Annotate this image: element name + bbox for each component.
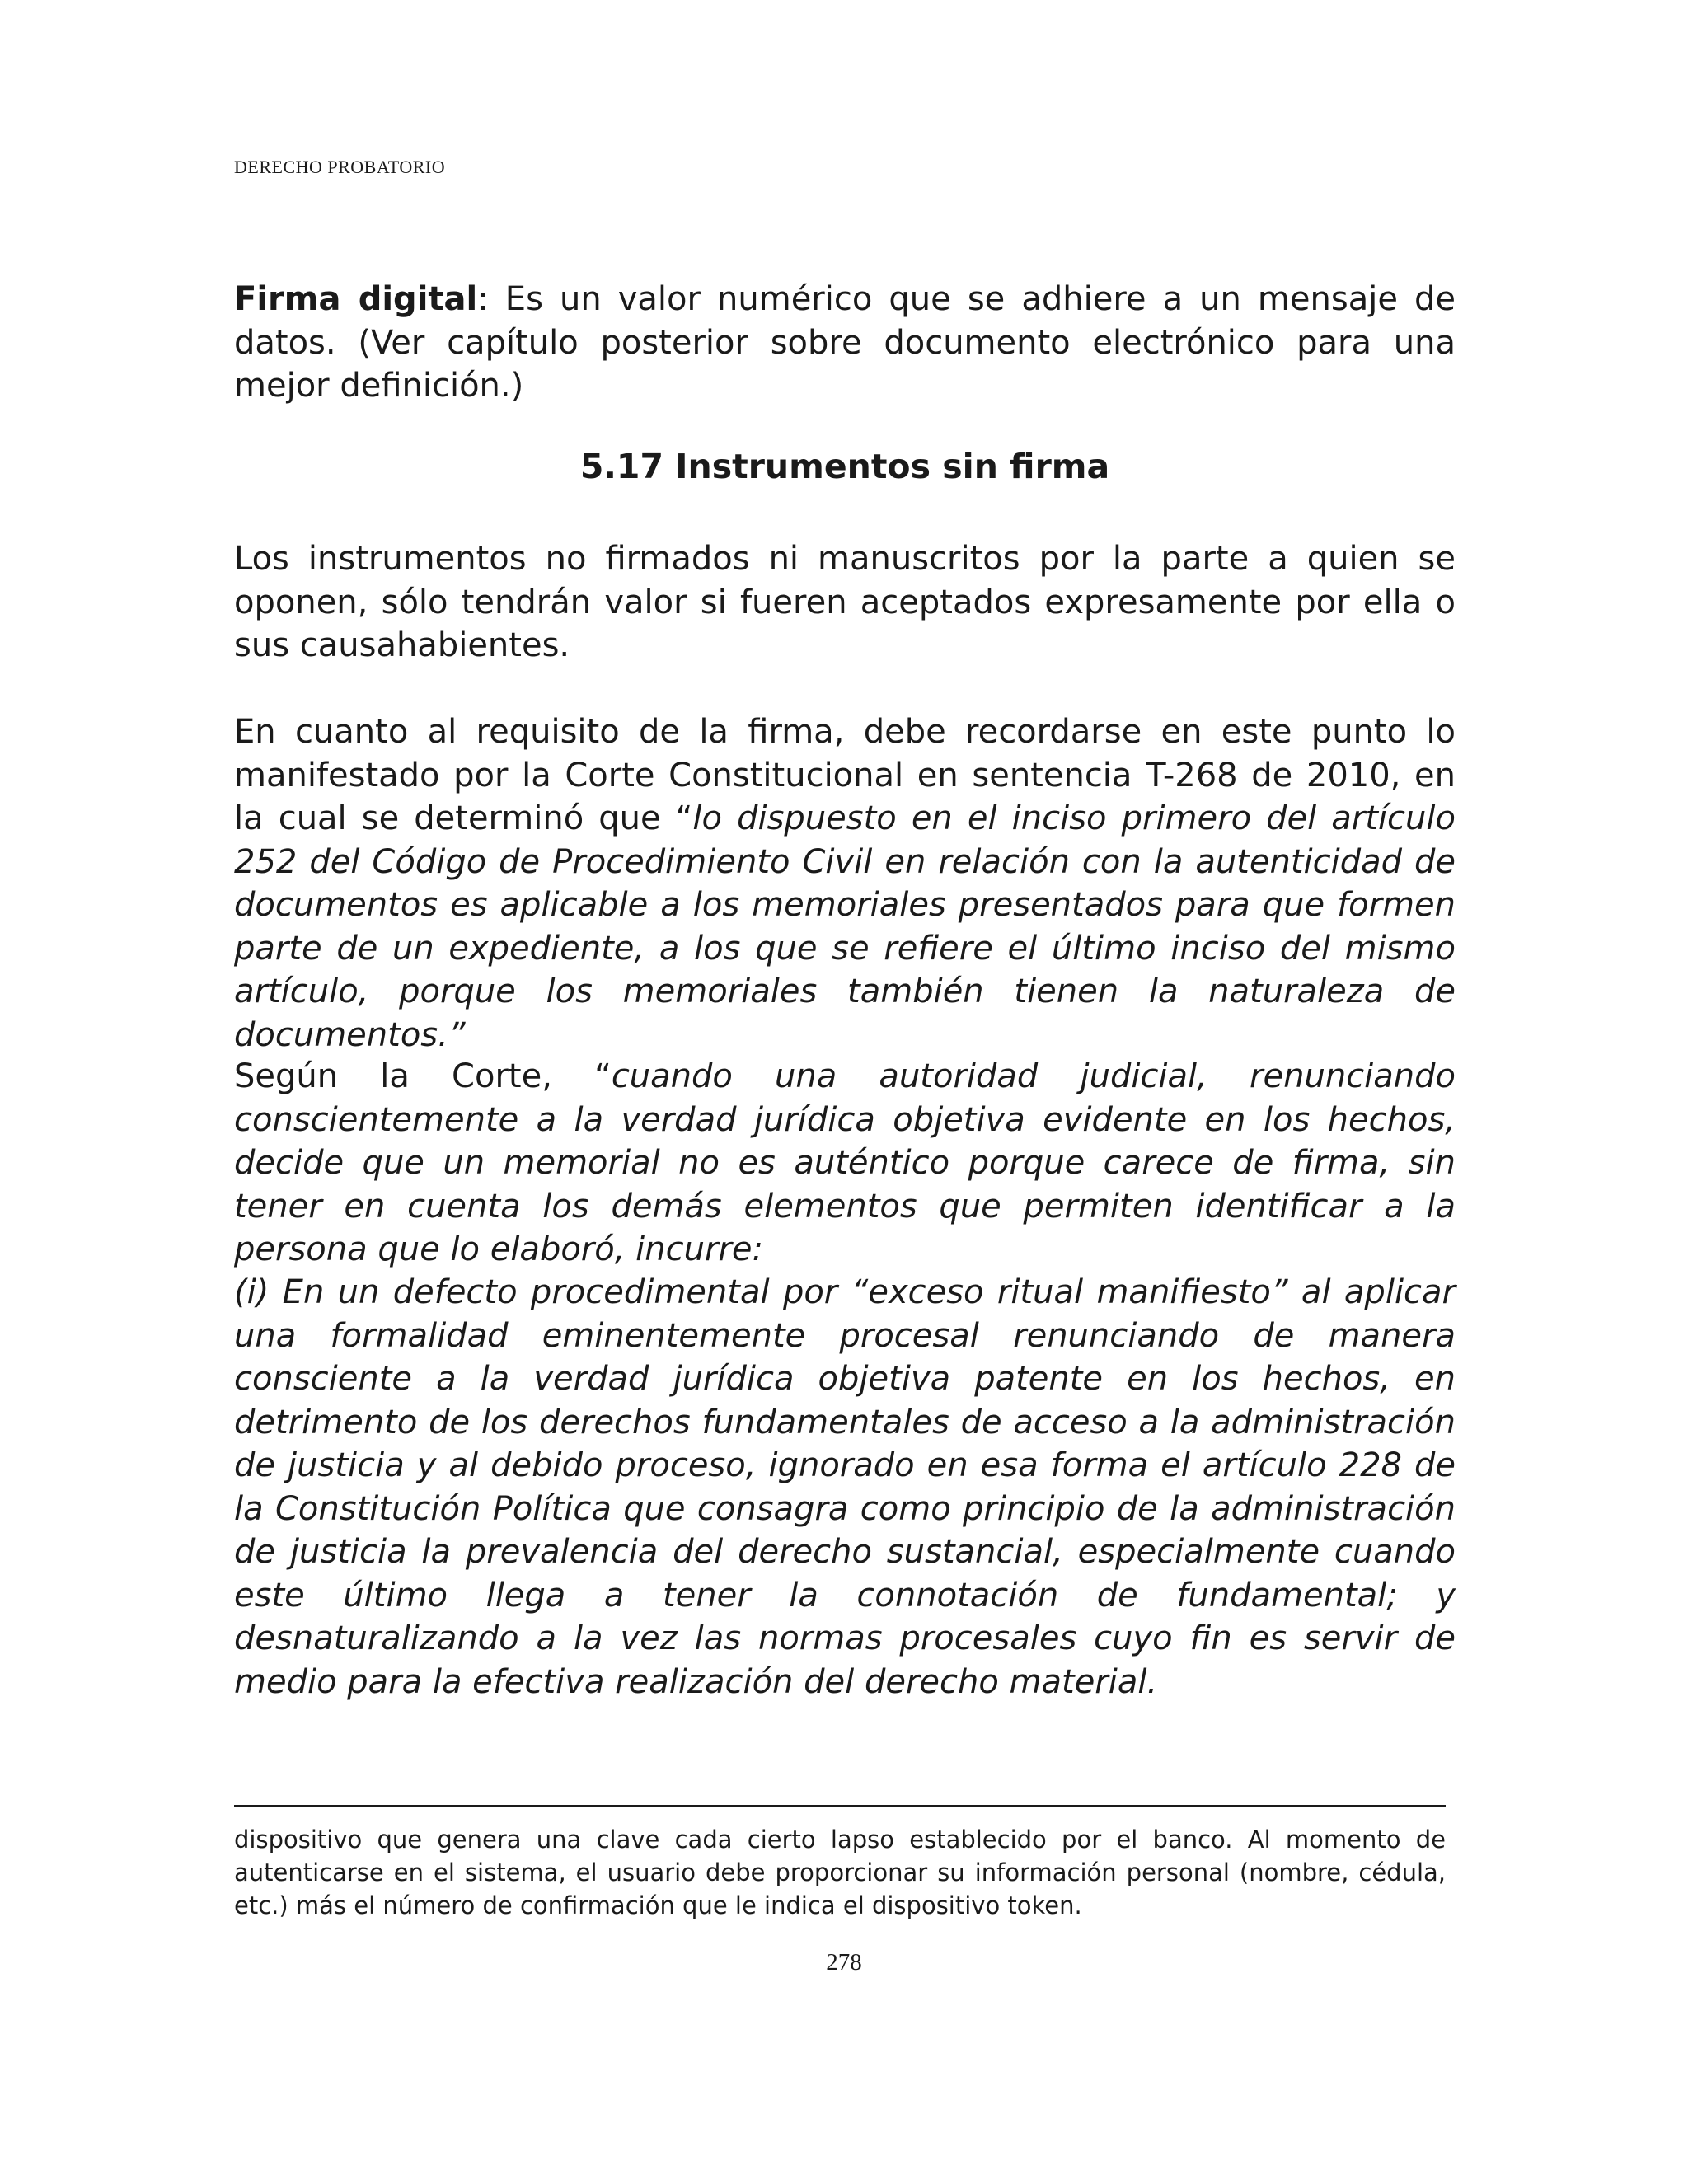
quote-corte: cuando una autoridad judicial, renunciando conscientemente a la verdad jurídica objetiva evidente en los hechos, decide que un memorial no es auténtico porque carece de firma, sin tener en cuenta los demás elementos que permiten identificar a la persona que lo elaboró, incurre: [234,1057,1456,1268]
section-heading: 5.17 Instrumentos sin firma [579,447,1110,486]
paragraph-requisito-firma [234,710,1456,1057]
paragraph-instrumentos: Los instrumentos no firmados ni manuscritos por la parte a quien se oponen, sólo tendrán valor si fueren aceptados expresamente por ella o sus causahabientes. [234,540,1456,664]
definition-paragraph [234,278,1456,408]
paragraph-segun-intro: Según la Corte, “ [234,1057,612,1095]
definition-text: Es un valor numérico que se adhiere a un mensaje de datos. (Ver capítulo posterior sobre documento electrónico para una mejor definición.) [234,280,1456,405]
running-header: DERECHO PROBATORIO [234,157,446,177]
paragraph-segun-corte [234,1055,1456,1272]
quote-defecto: (i) En un defecto procedimental por “exceso ritual manifiesto” al aplicar una formalidad eminentemente procesal renunciando de manera consciente a la verdad jurídica objetiva patente en los hechos, en detrimento de los derechos fundamentales de acceso a la administración de justicia y al debido proceso, ignorado en esa forma el artículo 228 de la Constitución Política que consagra como principio de la administración de justicia la prevalencia del derecho sustancial, especialmente cuando este último llega a tener la connotación de fundamental; y desnaturalizando a la vez las normas procesales cuyo fin es servir de medio para la efectiva realización del derecho material. [234,1273,1456,1701]
paragraph-requisito-intro: En cuanto al requisito de la firma, debe recordarse en este punto lo manifestado por la Corte Constitucional en sentencia T-268 de 2010, en la cual se determinó que “ [234,713,1456,837]
definition-colon: : [477,280,489,318]
definition-term: Firma digital [234,280,478,318]
paragraph-defecto-procedimental [234,1271,1456,1704]
footnote-text: dispositivo que genera una clave cada cierto lapso establecido por el banco. Al momento de autenticarse en el sistema, el usuario debe proporcionar su información personal (nombre, cédula, etc.) más el número de confirmación que le indica el dispositivo token. [234,1825,1446,1919]
page-number: 278 [826,1949,862,1975]
footnote-divider [234,1805,1446,1807]
quote-sentencia: lo dispuesto en el inciso primero del artículo 252 del Código de Procedimiento Civil en relación con la autenticidad de documentos es aplicable a los memoriales presentados para que formen parte de un expediente, a los que se refiere el último inciso del mismo artículo, porque los memoriales también tienen la naturaleza de documentos.” [234,799,1456,1054]
